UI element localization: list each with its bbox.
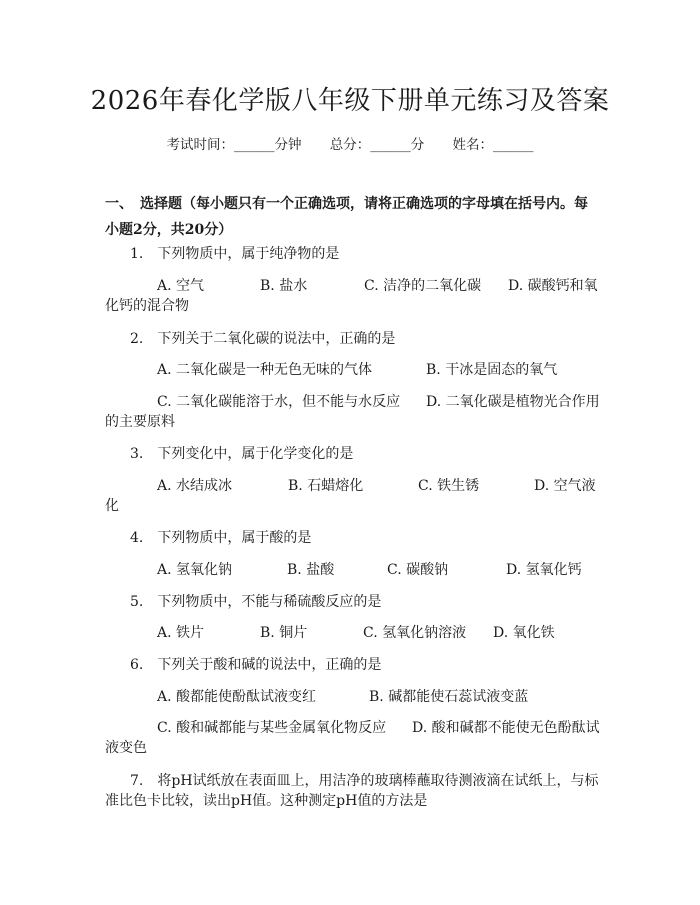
- question-3-option-c: C. 铁生锈: [418, 478, 480, 494]
- question-5-options: [157, 623, 555, 643]
- question-6-option-b: B. 碱都能使石蕊试液变蓝: [369, 689, 529, 705]
- question-6-wrap: 液变色: [105, 740, 147, 756]
- question-2-option-d: D. 二氧化碳是植物光合作用: [426, 394, 600, 410]
- question-1-wrap: 化钙的混合物: [105, 298, 189, 314]
- question-3-option-b: B. 石蜡熔化: [288, 478, 364, 494]
- question-4-option-a: A. 氢氧化钠: [157, 562, 233, 578]
- question-2-option-b: B. 干冰是固态的氧气: [426, 362, 558, 378]
- question-2-option-c: C. 二氧化碳能溶于水，但不能与水反应: [157, 394, 401, 410]
- question-2-wrap: 的主要原料: [105, 414, 175, 430]
- question-6-options-row1: [157, 687, 528, 707]
- question-2-option-a: A. 二氧化碳是一种无色无味的气体: [157, 362, 373, 378]
- question-6-option-d: D. 酸和碱都不能使无色酚酞试: [412, 720, 600, 736]
- question-6-option-c: C. 酸和碱都能与某些金属氧化物反应: [157, 720, 387, 736]
- question-3-options: [157, 476, 596, 496]
- question-2-options-row2: [157, 392, 600, 412]
- section-heading: 一、 选择题（每小题只有一个正确选项，请将正确选项的字母填在括号内。每小题2分，共20分）: [105, 196, 588, 238]
- exam-score: 总分：______分: [329, 137, 425, 153]
- question-7-wrap: 准比色卡比较，读出pH值。这种测定pH值的方法是: [105, 793, 428, 809]
- question-6-option-a: A. 酸都能使酚酞试液变红: [157, 689, 317, 705]
- question-1-option-b: B. 盐水: [260, 278, 308, 294]
- question-1-option-d: D. 碳酸钙和氧: [508, 278, 598, 294]
- student-name: 姓名：______: [452, 137, 534, 153]
- question-3-wrap: 化: [105, 498, 119, 514]
- question-4-option-d: D. 氢氧化钙: [506, 562, 582, 578]
- question-1-option-c: C. 洁净的二氧化碳: [364, 278, 482, 294]
- question-4-options: [157, 560, 582, 580]
- exam-meta: [0, 133, 700, 153]
- question-4-option-c: C. 碳酸钠: [387, 562, 449, 578]
- question-6-options-row2: [157, 718, 600, 738]
- question-4-option-b: B. 盐酸: [287, 562, 335, 578]
- question-1-stem: 1. 下列物质中，属于纯净物的是: [130, 246, 340, 262]
- question-3-option-a: A. 水结成冰: [157, 478, 233, 494]
- document-title: 2026年春化学版八年级下册单元练习及答案: [90, 86, 610, 116]
- question-4-stem: 4. 下列物质中，属于酸的是: [130, 530, 312, 546]
- question-5-stem: 5. 下列物质中，不能与稀硫酸反应的是: [130, 594, 382, 610]
- exam-time: 考试时间：______分钟: [166, 137, 302, 153]
- question-1-options: [157, 276, 598, 296]
- question-5-option-c: C. 氢氧化钠溶液: [363, 625, 467, 641]
- question-2-stem: 2. 下列关于二氧化碳的说法中，正确的是: [130, 331, 396, 347]
- question-5-option-b: B. 铜片: [260, 625, 308, 641]
- question-6-stem: 6. 下列关于酸和碱的说法中，正确的是: [130, 657, 382, 673]
- question-3-option-d: D. 空气液: [534, 478, 596, 494]
- question-2-options-row1: [157, 360, 557, 380]
- question-7-stem: 7. 将pH试纸放在表面皿上，用洁净的玻璃棒蘸取待测液滴在试纸上，与标: [130, 773, 599, 789]
- question-5-option-d: D. 氧化铁: [493, 625, 555, 641]
- question-3-stem: 3. 下列变化中，属于化学变化的是: [130, 446, 354, 462]
- question-5-option-a: A. 铁片: [157, 625, 205, 641]
- question-1-option-a: A. 空气: [157, 278, 205, 294]
